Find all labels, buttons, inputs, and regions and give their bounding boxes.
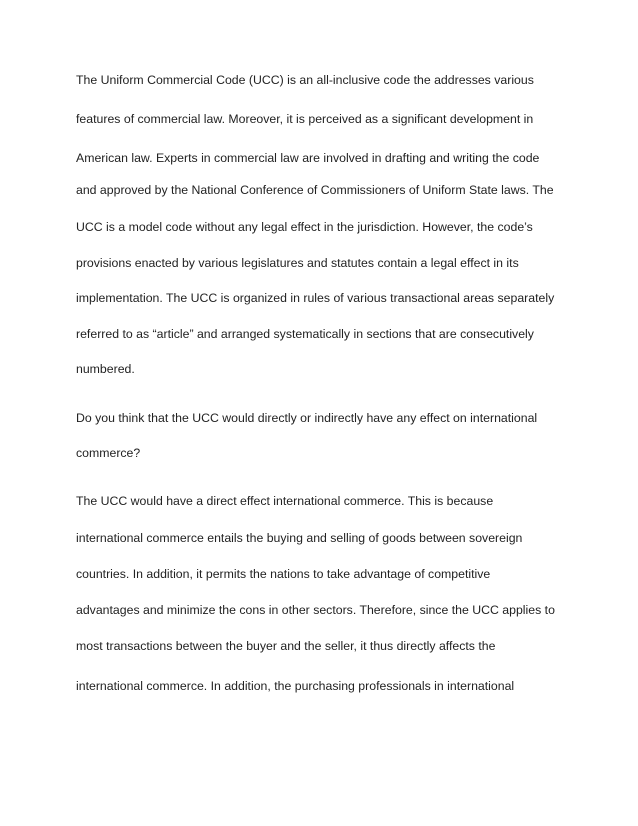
paragraph-2-line: international commerce. In addition, the purchasing professionals in international	[76, 679, 515, 693]
paragraph-2-line: most transactions between the buyer and the seller, it thus directly affects the	[76, 639, 496, 653]
paragraph-2-line: The UCC would have a direct effect international commerce. This is because	[76, 494, 494, 508]
paragraph-1-line: numbered.	[76, 362, 135, 376]
question-line: commerce?	[76, 446, 141, 460]
paragraph-1-line: referred to as “article” and arranged systematically in sections that are consecutively	[76, 327, 534, 341]
paragraph-1-line: American law. Experts in commercial law are involved in drafting and writing the code	[76, 151, 540, 165]
paragraph-2-line: countries. In addition, it permits the nations to take advantage of competitive	[76, 567, 491, 581]
paragraph-1-line: provisions enacted by various legislatures and statutes contain a legal effect in its	[76, 256, 519, 270]
paragraph-1-line: UCC is a model code without any legal effect in the jurisdiction. However, the code’s	[76, 220, 533, 234]
paragraph-1-line: features of commercial law. Moreover, it is perceived as a significant development in	[76, 112, 534, 126]
paragraph-2-line: international commerce entails the buying and selling of goods between sovereign	[76, 531, 523, 545]
paragraph-1-line: The Uniform Commercial Code (UCC) is an all-inclusive code the addresses various	[76, 73, 534, 87]
question-line: Do you think that the UCC would directly or indirectly have any effect on international	[76, 411, 538, 425]
paragraph-1-line: implementation. The UCC is organized in rules of various transactional areas separately	[76, 291, 555, 305]
paragraph-1-line: and approved by the National Conference of Commissioners of Uniform State laws. The	[76, 183, 554, 197]
paragraph-2-line: advantages and minimize the cons in other sectors. Therefore, since the UCC applies to	[76, 603, 555, 617]
